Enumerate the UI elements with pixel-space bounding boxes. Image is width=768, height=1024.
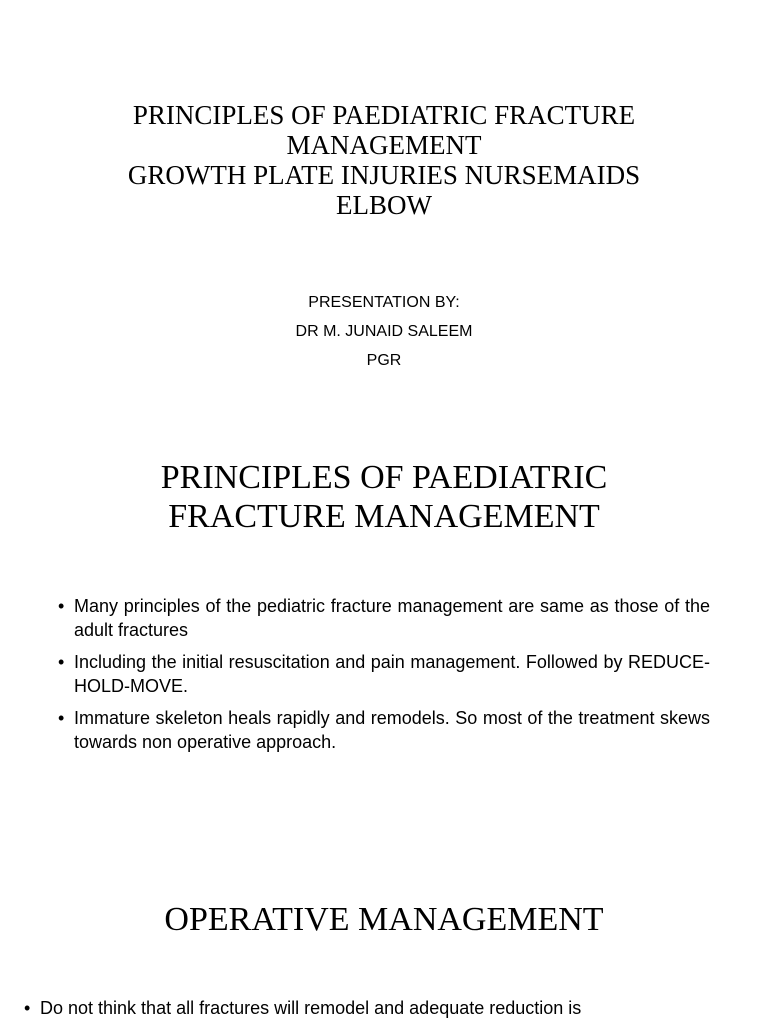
presenter-role: PGR [366, 352, 402, 369]
bullet-item [58, 706, 710, 754]
bullet-icon: • [58, 596, 65, 616]
bullet-list [58, 594, 710, 762]
presentation-title [60, 100, 708, 220]
bullet-list [24, 996, 708, 1024]
bullet-item [58, 650, 710, 698]
bullet-text: Many principles of the pediatric fracture management are same as those of the adult fractures [74, 596, 710, 640]
slide-title: OPERATIVE MANAGEMENT [164, 901, 604, 938]
title-line: PRINCIPLES OF PAEDIATRIC FRACTURE [132, 100, 636, 130]
slide-title [84, 458, 684, 536]
bullet-text: Immature skeleton heals rapidly and remodels. So most of the treatment skews towards non operative approach. [74, 708, 710, 752]
bullet-text: Including the initial resuscitation and pain management. Followed by REDUCE-HOLD-MOVE. [74, 652, 710, 696]
title-line: PRINCIPLES OF PAEDIATRIC [160, 459, 608, 496]
bullet-icon: • [24, 998, 31, 1018]
bullet-item [58, 594, 710, 642]
title-line: ELBOW [336, 190, 432, 220]
presenter-info [184, 288, 584, 375]
title-line: FRACTURE MANAGEMENT [168, 498, 600, 535]
bullet-icon: • [58, 652, 65, 672]
bullet-item [24, 996, 708, 1020]
presenter-label: PRESENTATION BY: [308, 294, 460, 311]
bullet-icon: • [58, 708, 65, 728]
title-line: GROWTH PLATE INJURIES NURSEMAIDS [127, 160, 641, 190]
title-slide [0, 0, 768, 404]
operative-slide [0, 836, 768, 1024]
principles-slide [0, 404, 768, 836]
bullet-text: Do not think that all fractures will remodel and adequate reduction is [40, 998, 582, 1018]
presenter-name: DR M. JUNAID SALEEM [295, 323, 473, 340]
title-line: MANAGEMENT [286, 130, 482, 160]
